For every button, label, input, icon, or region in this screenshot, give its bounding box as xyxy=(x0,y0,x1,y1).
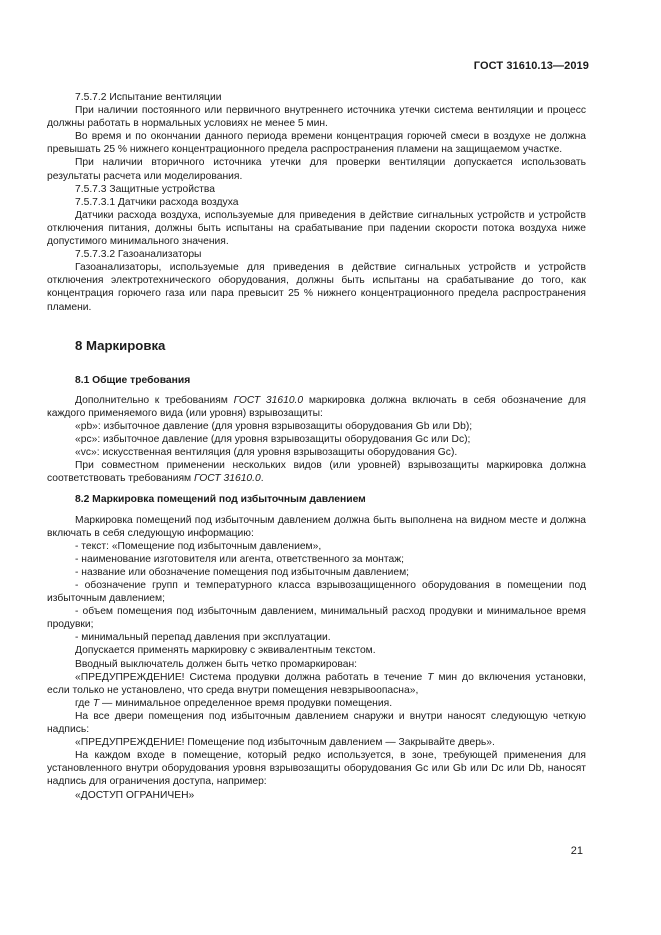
page-content xyxy=(47,91,586,802)
paragraph: Датчики расхода воздуха, используемые для приведения в действие сигнальных устройств и устройств отключения питания, должны быть испытаны на срабатывание при падении скорости потока воздуха ниже допустимого минимального значения. xyxy=(47,209,586,248)
paragraph: На каждом входе в помещение, который редко используется, в зоне, требующей применения для установленного внутри оборудования уровня взрывозащиты оборудования Gc или Gb или Dc или Db, наносят надпись для ограничения доступа, например: xyxy=(47,750,586,788)
list-item: «pb»: избыточное давление (для уровня взрывозащиты оборудования Gb или Db); xyxy=(75,420,473,432)
list-item: - наименование изготовителя или агента, ответственного за монтаж; xyxy=(75,553,404,565)
clause-7-5-7-3-1-title: 7.5.7.3.1 Датчики расхода воздуха xyxy=(75,196,239,208)
section-8-2-heading: 8.2 Маркировка помещений под избыточным давлением xyxy=(75,494,366,506)
list-item: «pc»: избыточное давление (для уровня взрывозащиты оборудования Gc или Dc); xyxy=(75,434,471,446)
warning-text xyxy=(47,671,586,697)
clause-7-5-7-3-title: 7.5.7.3 Защитные устройства xyxy=(75,183,215,195)
paragraph: На все двери помещения под избыточным давлением снаружи и внутри наносят следующую четкую надпись: xyxy=(47,710,586,736)
paragraph xyxy=(47,459,586,485)
paragraph xyxy=(47,394,586,420)
paragraph: При наличии постоянного или первичного внутреннего источника утечки система вентиляции и процесс должны работать в нормальных условиях не менее 5 мин. xyxy=(47,105,586,130)
paragraph: Вводный выключатель должен быть четко промаркирован: xyxy=(75,658,358,670)
standard-header: ГОСТ 31610.13—2019 xyxy=(473,60,589,72)
text-run: При совместном применении нескольких видов (или уровней) взрывозащиты маркировка должна соответствовать требованиям xyxy=(47,460,586,485)
text-run: мин до включения установки, если только не установлено, что среда внутри помещения невзрывоопасна», xyxy=(47,671,586,696)
page-number: 21 xyxy=(570,845,583,857)
list-item: - объем помещения под избыточным давлением, минимальный расход продувки и минимальное время продувки; xyxy=(47,606,586,631)
text-run: . xyxy=(260,473,264,485)
text-run: «ПРЕДУПРЕЖДЕНИЕ! Система продувки должна работать в течение xyxy=(75,671,428,683)
text-run: маркировка должна включать в себя обозначение для каждого применяемого вида (или уровня) взрывозащиты: xyxy=(47,394,587,419)
paragraph: Во время и по окончании данного периода времени концентрация горючей смеси в воздухе не должна превышать 25 % нижнего концентрационного предела распространения пламени на защищаемом участке. xyxy=(47,131,586,156)
section-8-heading: 8 Маркировка xyxy=(75,337,166,353)
paragraph: Газоанализаторы, используемые для приведения в действие сигнальных устройств и устройств отключения электротехнического оборудования, должны быть испытаны на срабатывание до того, как концентрация горючего газа или пара превысит 25 % нижнего концентрационного предела распространения пламени. xyxy=(47,262,586,313)
clause-7-5-7-3-2-title: 7.5.7.3.2 Газоанализаторы xyxy=(75,249,202,261)
paragraph xyxy=(47,697,586,710)
paragraph: Маркировка помещений под избыточным давлением должна быть выполнена на видном месте и должна включать в себя следующую информацию: xyxy=(47,514,586,539)
list-item: - минимальный перепад давления при эксплуатации. xyxy=(75,632,331,644)
standard-reference: ГОСТ 31610.0 xyxy=(233,394,304,406)
text-run: Дополнительно к требованиям xyxy=(75,394,234,406)
paragraph: Допускается применять маркировку с эквивалентным текстом. xyxy=(75,645,376,657)
warning-text: «ПРЕДУПРЕЖДЕНИЕ! Помещение под избыточным давлением — Закрывайте дверь». xyxy=(75,737,495,749)
paragraph: При наличии вторичного источника утечки для проверки вентиляции допускается использовать результаты расчета или моделирования. xyxy=(47,157,586,182)
list-item: «vc»: искусственная вентиляция (для уровня взрывозащиты оборудования Gc). xyxy=(75,447,458,459)
restricted-access-text: «ДОСТУП ОГРАНИЧЕН» xyxy=(75,789,195,801)
list-item: - текст: «Помещение под избыточным давлением», xyxy=(75,540,322,552)
text-run: — минимальное определенное время продувки помещения. xyxy=(99,697,393,709)
list-item: - название или обозначение помещения под избыточным давлением; xyxy=(75,566,410,578)
list-item: - обозначение групп и температурного класса взрывозащищенного оборудования в помещении под избыточным давлением; xyxy=(47,580,586,605)
section-8-1-heading: 8.1 Общие требования xyxy=(75,374,191,386)
text-run: где xyxy=(75,697,93,709)
clause-7-5-7-2-title: 7.5.7.2 Испытание вентиляции xyxy=(75,92,222,103)
variable-t: T xyxy=(92,697,100,709)
variable-t: T xyxy=(427,671,434,683)
standard-reference: ГОСТ 31610.0 xyxy=(194,473,261,485)
